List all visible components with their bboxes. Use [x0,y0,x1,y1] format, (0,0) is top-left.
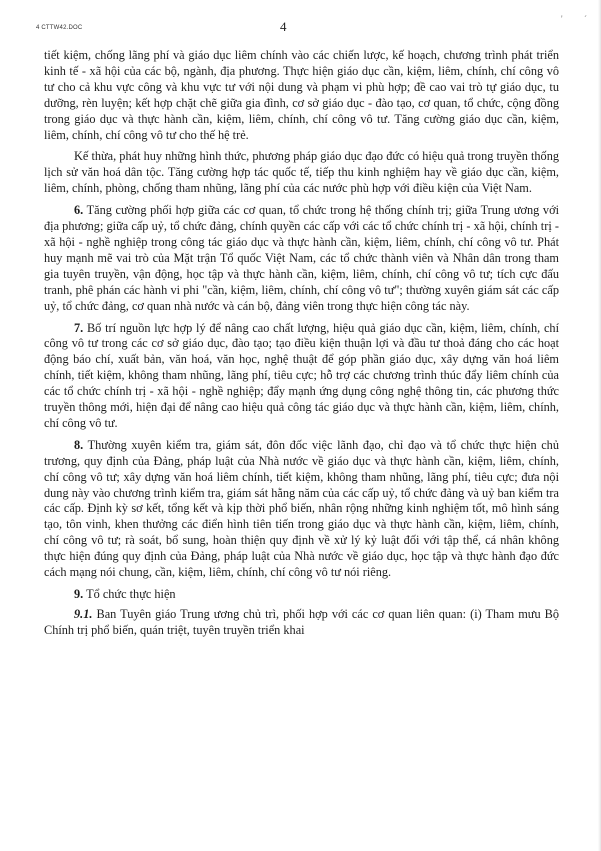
paragraph-text: Ban Tuyên giáo Trung ương chủ trì, phối hợp với các cơ quan liên quan: (i) Tham mưu Bộ Chính trị phổ biến, quán triệt, tuyên truyền triển khai [44,606,560,637]
paragraph-heritage [44,149,559,197]
document-file-id: 4 CTTW42.DOC [36,25,83,31]
subsection-number: 9.1. [74,606,93,621]
section-number: 9. [74,587,84,601]
scan-corner-mark: ´ [584,14,587,24]
paragraph-text: tiết kiệm, chống lãng phí và giáo dục liêm chính vào các chiến lược, kế hoạch, chương trình phát triển kinh tế - xã hội của các bộ, ngành, địa phương. Thực hiện giáo dục cần, kiệm, liêm, chính, chí công vô tư cho cả khu vực công và khu vực tư với nội dung và phạm vi phù hợp; đề cao vai trò tự giáo dục, tu dưỡng, rèn luyện; kết hợp chặt chẽ giữa gia đình, cơ sở giáo dục - đào tạo, cơ quan, tổ chức, cộng đồng trong giáo dục và thực hành cần, kiệm, liêm, chính, chí công vô tư. Tăng cường giáo dục cần, kiệm, liêm, chính, chí công vô tư cho thế hệ trẻ. [44,48,559,142]
page-number: 4 [280,19,287,34]
paragraph-text: Kế thừa, phát huy những hình thức, phương pháp giáo dục đạo đức có hiệu quả trong truyền thống lịch sử văn hoá dân tộc. Tăng cường hợp tác quốc tế, tiếp thu kinh nghiệm hay về giáo dục cần, kiệm, liêm, chính, phòng, chống tham nhũng, lãng phí của các nước phù hợp với điều kiện của Việt Nam. [44,149,559,196]
paragraph-text: Thường xuyên kiểm tra, giám sát, đôn đốc việc lãnh đạo, chỉ đạo và tổ chức thực hiện chủ trương, quy định của Đảng, pháp luật của Nhà nước về giáo dục và thực hành cần, kiệm, liêm, chính, chí công vô tư; xây dựng văn hoá liêm chính, tiết kiệm, không tham nhũng, lãng phí, tiêu cực; đưa nội dung này vào chương trình kiểm tra, giám sát hằng năm của các cấp uỷ, tổ chức đảng và uỷ ban kiểm tra các cấp. Định kỳ sơ kết, tổng kết và kịp thời phổ biến, nhân rộng những kinh nghiệm tốt, mô hình sáng tạo, tôn vinh, khen thưởng các điển hình tiên tiến trong giáo dục và thực hành cần, kiệm, liêm, chính, chí công vô tư; rà soát, bổ sung, hoàn thiện quy định về xử lý kỷ luật đối với tập thể, cá nhân không thực hiện đúng quy định của Đảng, pháp luật của Nhà nước về giáo dục, học tập và thực hành đạo đức cách mạng nói chung, cần, kiệm, liêm, chính, chí công vô tư nói riêng. [44,437,559,580]
section-number: 6. [74,203,84,218]
section-number: 7. [74,320,84,335]
section-heading-text: Tổ chức thực hiện [86,587,176,601]
section-8 [44,438,559,581]
section-7 [44,321,559,432]
paragraph-text: Tăng cường phối hợp giữa các cơ quan, tổ chức trong hệ thống chính trị; giữa Trung ương với địa phương; giữa cấp uỷ, tổ chức đảng, chính quyền các cấp với các tổ chức chính trị - xã hội, chính trị - xã hội - nghề nghiệp trong công tác giáo dục và thực hành cần, kiệm, liêm, chính, chí công vô tư. Phát huy mạnh mẽ vai trò của Mặt trận Tổ quốc Việt Nam, các tổ chức thành viên và Nhân dân trong tham gia tuyên truyền, vận động, học tập và thực hành cần, kiệm, liêm, chính, chí công vô tư; tích cực đấu tranh, phê phán các hành vi phi "cần, kiệm, liêm, chính, chí công vô tư"; thường xuyên giám sát các cấp uỷ, tổ chức đảng, cơ quan nhà nước và cán bộ, đảng viên trong thực hiện công tác này. [44,203,559,313]
section-9-heading [44,587,559,603]
document-body [44,48,559,645]
section-6 [44,203,559,314]
paragraph-text: Bố trí nguồn lực hợp lý để nâng cao chất lượng, hiệu quả giáo dục cần, kiệm, liêm, chính, chí công vô tư trong các cơ sở giáo dục, đào tạo; tạo điều kiện thuận lợi và đầu tư thoả đáng cho các hoạt động báo chí, xuất bản, văn hoá, văn học, nghệ thuật để góp phần giáo dục, xây dựng văn hoá liêm chính, tiết kiệm, không tham nhũng, lãng phí, tiêu cực; hỗ trợ các chương trình thúc đẩy liêm chính của các tổ chức chính trị - xã hội - nghề nghiệp; đẩy mạnh ứng dụng công nghệ thông tin, các phương thức truyền thông mới, hiện đại để nâng cao hiệu quả công tác giáo dục và thực hành cần, kiệm, liêm, chính, chí công vô tư. [44,320,559,430]
section-number: 8. [74,437,84,452]
paragraph-continuation [44,48,559,143]
section-9-1 [44,607,559,639]
scan-corner-mark: ' [561,14,563,24]
